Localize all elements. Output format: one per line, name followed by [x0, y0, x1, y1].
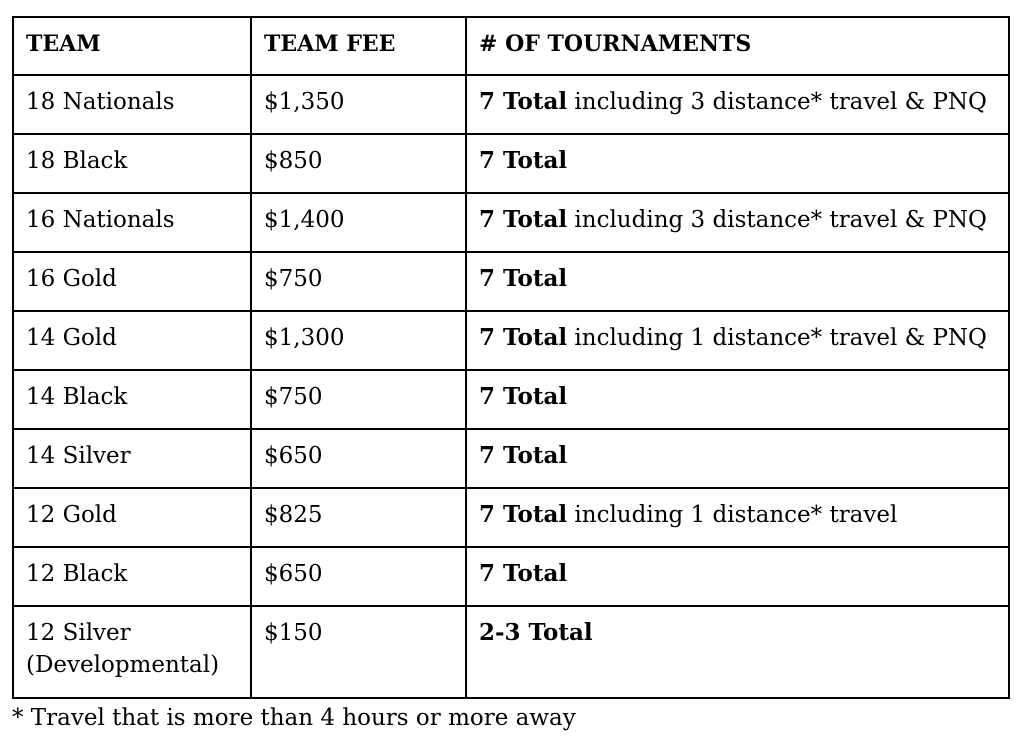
tournament-detail: including 1 distance* travel & PNQ: [567, 325, 987, 351]
team-name: 14 Gold: [26, 325, 117, 351]
team-name: 16 Nationals: [26, 207, 175, 233]
header-team: TEAM: [13, 17, 251, 75]
team-cell: [13, 134, 251, 193]
team-cell: [13, 429, 251, 488]
team-fee-cell: $850: [251, 134, 466, 193]
table-row: [13, 429, 1009, 488]
tournaments-cell: [466, 429, 1009, 488]
team-fee-cell: $150: [251, 606, 466, 698]
team-name: 18 Black: [26, 148, 128, 174]
team-cell: [13, 488, 251, 547]
table-row: [13, 75, 1009, 134]
tournaments-cell: [466, 75, 1009, 134]
tournament-total: 7 Total: [479, 206, 568, 233]
team-fee-cell: $650: [251, 429, 466, 488]
tournament-total: 7 Total: [479, 383, 568, 410]
tournament-total: 7 Total: [479, 501, 568, 528]
tournament-total: 7 Total: [479, 147, 568, 174]
team-cell: [13, 193, 251, 252]
table-body: [13, 75, 1009, 698]
tournaments-cell: [466, 193, 1009, 252]
tournament-detail: including 3 distance* travel & PNQ: [567, 89, 987, 115]
table-row: [13, 311, 1009, 370]
table-row: [13, 488, 1009, 547]
team-cell: [13, 547, 251, 606]
table-row: [13, 193, 1009, 252]
footnote: * Travel that is more than 4 hours or more away: [12, 705, 576, 731]
team-fee-cell: $650: [251, 547, 466, 606]
team-fee-cell: $1,300: [251, 311, 466, 370]
team-name: 18 Nationals: [26, 89, 175, 115]
tournament-total: 7 Total: [479, 442, 568, 469]
tournament-total: 7 Total: [479, 560, 568, 587]
header-team-fee: TEAM FEE: [251, 17, 466, 75]
team-fee-cell: $750: [251, 252, 466, 311]
team-name: (Developmental): [26, 652, 220, 678]
team-name: 12 Black: [26, 561, 128, 587]
tournaments-cell: [466, 370, 1009, 429]
team-name: 12 Gold: [26, 502, 117, 528]
tournaments-cell: [466, 606, 1009, 698]
tournament-detail: including 3 distance* travel & PNQ: [567, 207, 987, 233]
tournaments-cell: [466, 488, 1009, 547]
tournaments-cell: [466, 311, 1009, 370]
tournaments-cell: [466, 134, 1009, 193]
team-cell: [13, 606, 251, 698]
table-row: [13, 606, 1009, 698]
team-fee-table: [12, 16, 1010, 699]
team-fee-cell: $1,350: [251, 75, 466, 134]
tournament-total: 7 Total: [479, 265, 568, 292]
table-row: [13, 547, 1009, 606]
tournament-detail: including 1 distance* travel: [567, 502, 898, 528]
tournaments-cell: [466, 547, 1009, 606]
team-name: 12 Silver: [26, 620, 131, 646]
team-cell: [13, 370, 251, 429]
header-row: [13, 17, 1009, 75]
team-name: 14 Silver: [26, 443, 131, 469]
tournament-total: 7 Total: [479, 88, 568, 115]
team-name: 14 Black: [26, 384, 128, 410]
team-fee-cell: $825: [251, 488, 466, 547]
team-cell: [13, 252, 251, 311]
team-cell: [13, 311, 251, 370]
table-row: [13, 252, 1009, 311]
table-row: [13, 370, 1009, 429]
team-cell: [13, 75, 251, 134]
team-name: 16 Gold: [26, 266, 117, 292]
tournaments-cell: [466, 252, 1009, 311]
tournament-total: 7 Total: [479, 324, 568, 351]
tournament-total: 2-3 Total: [479, 619, 593, 646]
team-fee-cell: $750: [251, 370, 466, 429]
team-fee-cell: $1,400: [251, 193, 466, 252]
table-row: [13, 134, 1009, 193]
header-tournaments: # OF TOURNAMENTS: [466, 17, 1009, 75]
